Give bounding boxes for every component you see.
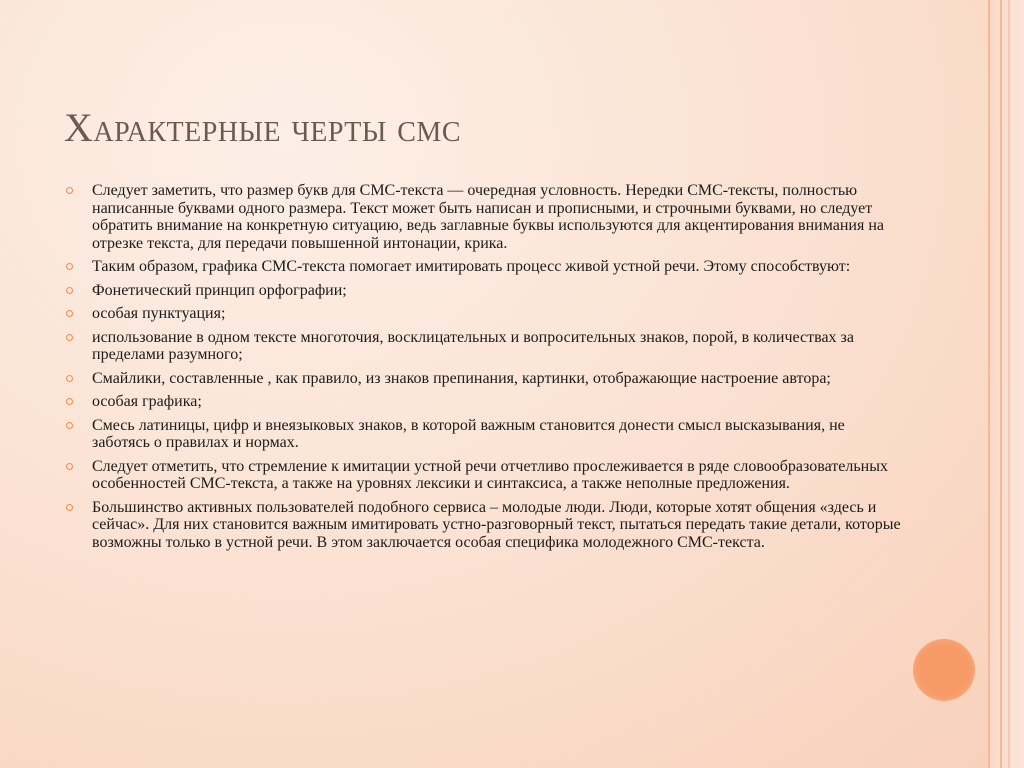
bullet-icon <box>66 375 73 382</box>
bullet-icon <box>66 504 73 511</box>
bullet-icon <box>66 422 73 429</box>
bullet-item <box>64 417 904 452</box>
bullet-item <box>64 182 904 252</box>
bullet-item <box>64 258 904 276</box>
bullet-item <box>64 329 904 364</box>
bullet-icon <box>66 310 73 317</box>
bullet-item <box>64 393 904 411</box>
bullet-item <box>64 499 904 552</box>
bullet-text: использование в одном тексте многоточия, восклицательных и вопросительных знаков, порой, в количествах за пределами разумного; <box>92 328 854 363</box>
bullet-list <box>64 182 904 551</box>
bullet-icon <box>66 334 73 341</box>
side-decoration-line <box>1008 0 1010 768</box>
slide-content <box>64 182 904 557</box>
bullet-text: Следует заметить, что размер букв для СМС-текста — очередная условность. Нередки СМС-тексты, полностью написанные буквами одного размера. Текст может быть написан и прописными, и строчными буквами, но следует обратить внимание на конкретную ситуацию, ведь заглавные буквы используются для акцентирования внимания на отрезке текста, для передачи повышенной интонации, крика. <box>92 182 884 252</box>
bullet-text: Следует отметить, что стремление к имитации устной речи отчетливо прослеживается в ряде словообразовательных особенностей СМС-текста, а также на уровнях лексики и синтаксиса, а также неполные предложения. <box>92 457 888 492</box>
bullet-icon <box>66 287 73 294</box>
bullet-item <box>64 282 904 300</box>
side-decoration-line <box>1000 0 1002 768</box>
bullet-icon <box>66 187 73 194</box>
bullet-text: особая графика; <box>92 393 202 410</box>
side-decoration-strip <box>988 0 1024 768</box>
bullet-text: Фонетический принцип орфографии; <box>92 281 347 299</box>
bullet-text: особая пунктуация; <box>92 305 226 322</box>
bullet-text: Смесь латиницы, цифр и внеязыковых знаков, в которой важным становится донести смысл высказывания, не заботясь о правилах и нормах. <box>92 416 845 451</box>
decorative-circle <box>913 639 975 701</box>
bullet-icon <box>66 263 73 270</box>
slide-title: Характерные черты смс <box>64 105 461 150</box>
bullet-item <box>64 305 904 323</box>
bullet-text: Большинство активных пользователей подобного сервиса – молодые люди. Люди, которые хотят общения «здесь и сейчас». Для них становится важным имитировать устно-разговорный текст, пытаться передать такие детали, которые возможны только в устной речи. В этом заключается особая специфика молодежного СМС-текста. <box>92 498 901 551</box>
bullet-text: Таким образом, графика СМС-текста помогает имитировать процесс живой устной речи. Этому способствуют: <box>92 258 851 275</box>
side-decoration-line <box>988 0 990 768</box>
bullet-icon <box>66 398 73 405</box>
bullet-icon <box>66 463 73 470</box>
bullet-item <box>64 458 904 493</box>
bullet-item <box>64 370 904 388</box>
bullet-text: Смайлики, составленные , как правило, из знаков препинания, картинки, отображающие настроение автора; <box>92 369 831 387</box>
